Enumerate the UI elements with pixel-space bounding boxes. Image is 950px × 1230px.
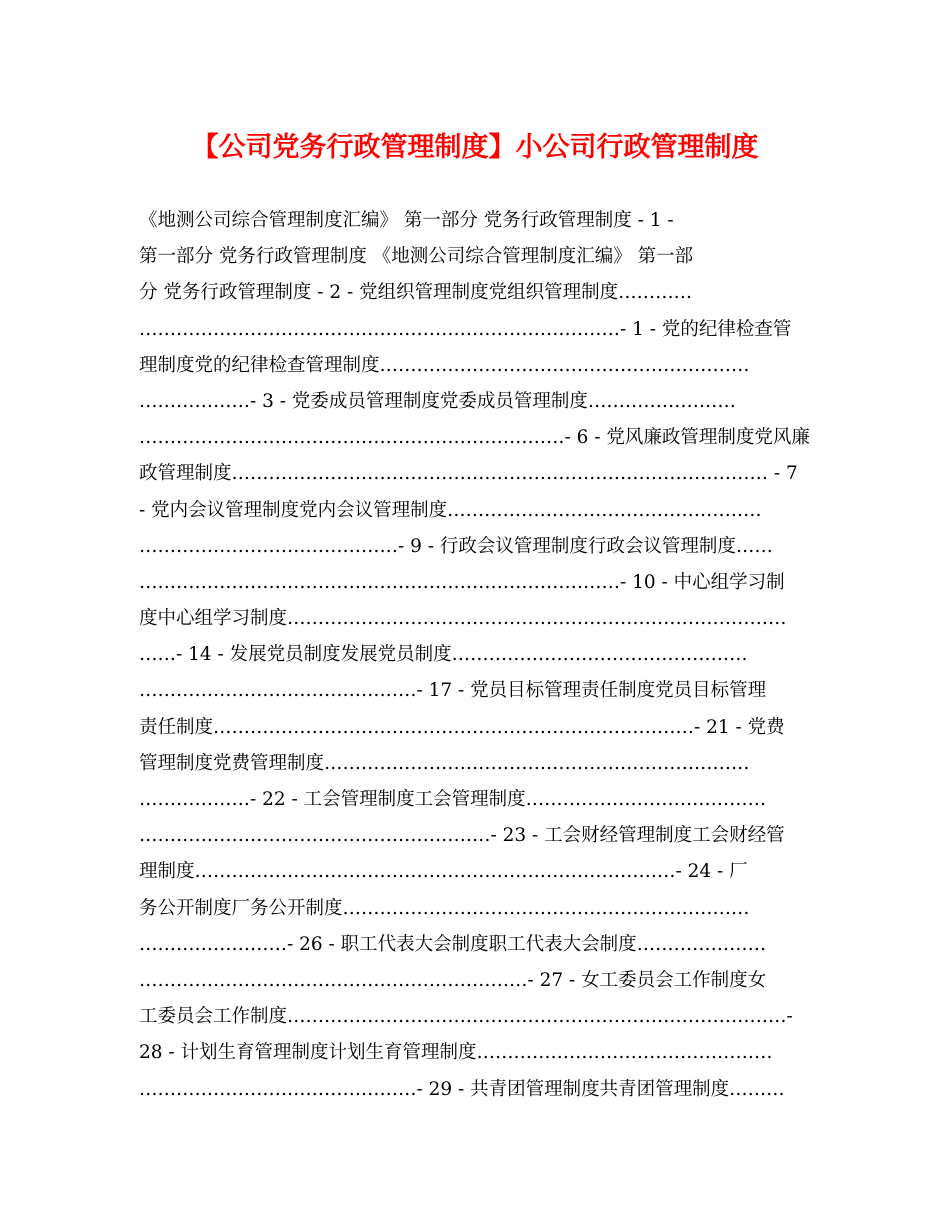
toc-line: ……………………- 26 - 职工代表大会制度职工代表大会制度………………… [139, 933, 767, 955]
toc-line: ………………- 3 - 党委成员管理制度党委成员管理制度…………………… [139, 390, 736, 412]
toc-line: 分 党务行政管理制度 - 2 - 党组织管理制度党组织管理制度………… [139, 282, 693, 304]
toc-line: ………………………………………………………- 27 - 女工委员会工作制度女 [139, 969, 767, 991]
toc-line: 责任制度……………………………………………………………………- 21 - 党费 [139, 716, 785, 738]
toc-line: 第一部分 党务行政管理制度 《地测公司综合管理制度汇编》 第一部 [139, 246, 694, 268]
toc-line: 28 - 计划生育管理制度计划生育管理制度………………………………………… [139, 1042, 773, 1064]
toc-line: …………………………………………………- 23 - 工会财经管理制度工会财经管 [139, 825, 785, 847]
toc-line: ……………………………………………………………………- 10 - 中心组学习制 [139, 571, 785, 593]
toc-line: ……………………………………- 9 - 行政会议管理制度行政会议管理制度…… [139, 535, 773, 557]
toc-line: 度中心组学习制度……………………………………………………………………… [139, 608, 787, 630]
toc-line: ……- 14 - 发展党员制度发展党员制度………………………………………… [139, 644, 748, 666]
toc-line: ………………………………………- 17 - 党员目标管理责任制度党员目标管理 [139, 680, 767, 702]
toc-line: 工委员会工作制度………………………………………………………………………- [139, 1006, 793, 1028]
toc-line: ………………………………………- 29 - 共青团管理制度共青团管理制度……… [139, 1078, 785, 1100]
document-title: 【公司党务行政管理制度】小公司行政管理制度 [191, 132, 759, 163]
document-body [139, 203, 812, 1108]
toc-line: ……………………………………………………………………- 1 - 党的纪律检查管 [139, 318, 792, 340]
toc-line: - 党内会议管理制度党内会议管理制度…………………………………………… [139, 499, 762, 521]
toc-line: 《地测公司综合管理制度汇编》 第一部分 党务行政管理制度 - 1 - [139, 210, 674, 231]
toc-line: ………………- 22 - 工会管理制度工会管理制度………………………………… [139, 789, 767, 810]
toc-line: 务公开制度厂务公开制度………………………………………………………… [139, 897, 750, 919]
toc-line: ……………………………………………………………- 6 - 党风廉政管理制度党风廉 [139, 427, 810, 449]
toc-line: 管理制度党费管理制度…………………………………………………………… [139, 752, 750, 774]
toc-line: 政管理制度…………………………………………………………………………… - 7 [139, 463, 798, 485]
toc-line: 理制度党的纪律检查管理制度…………………………………………………… [139, 354, 750, 376]
toc-line: 理制度……………………………………………………………………- 24 - 厂 [139, 861, 748, 883]
